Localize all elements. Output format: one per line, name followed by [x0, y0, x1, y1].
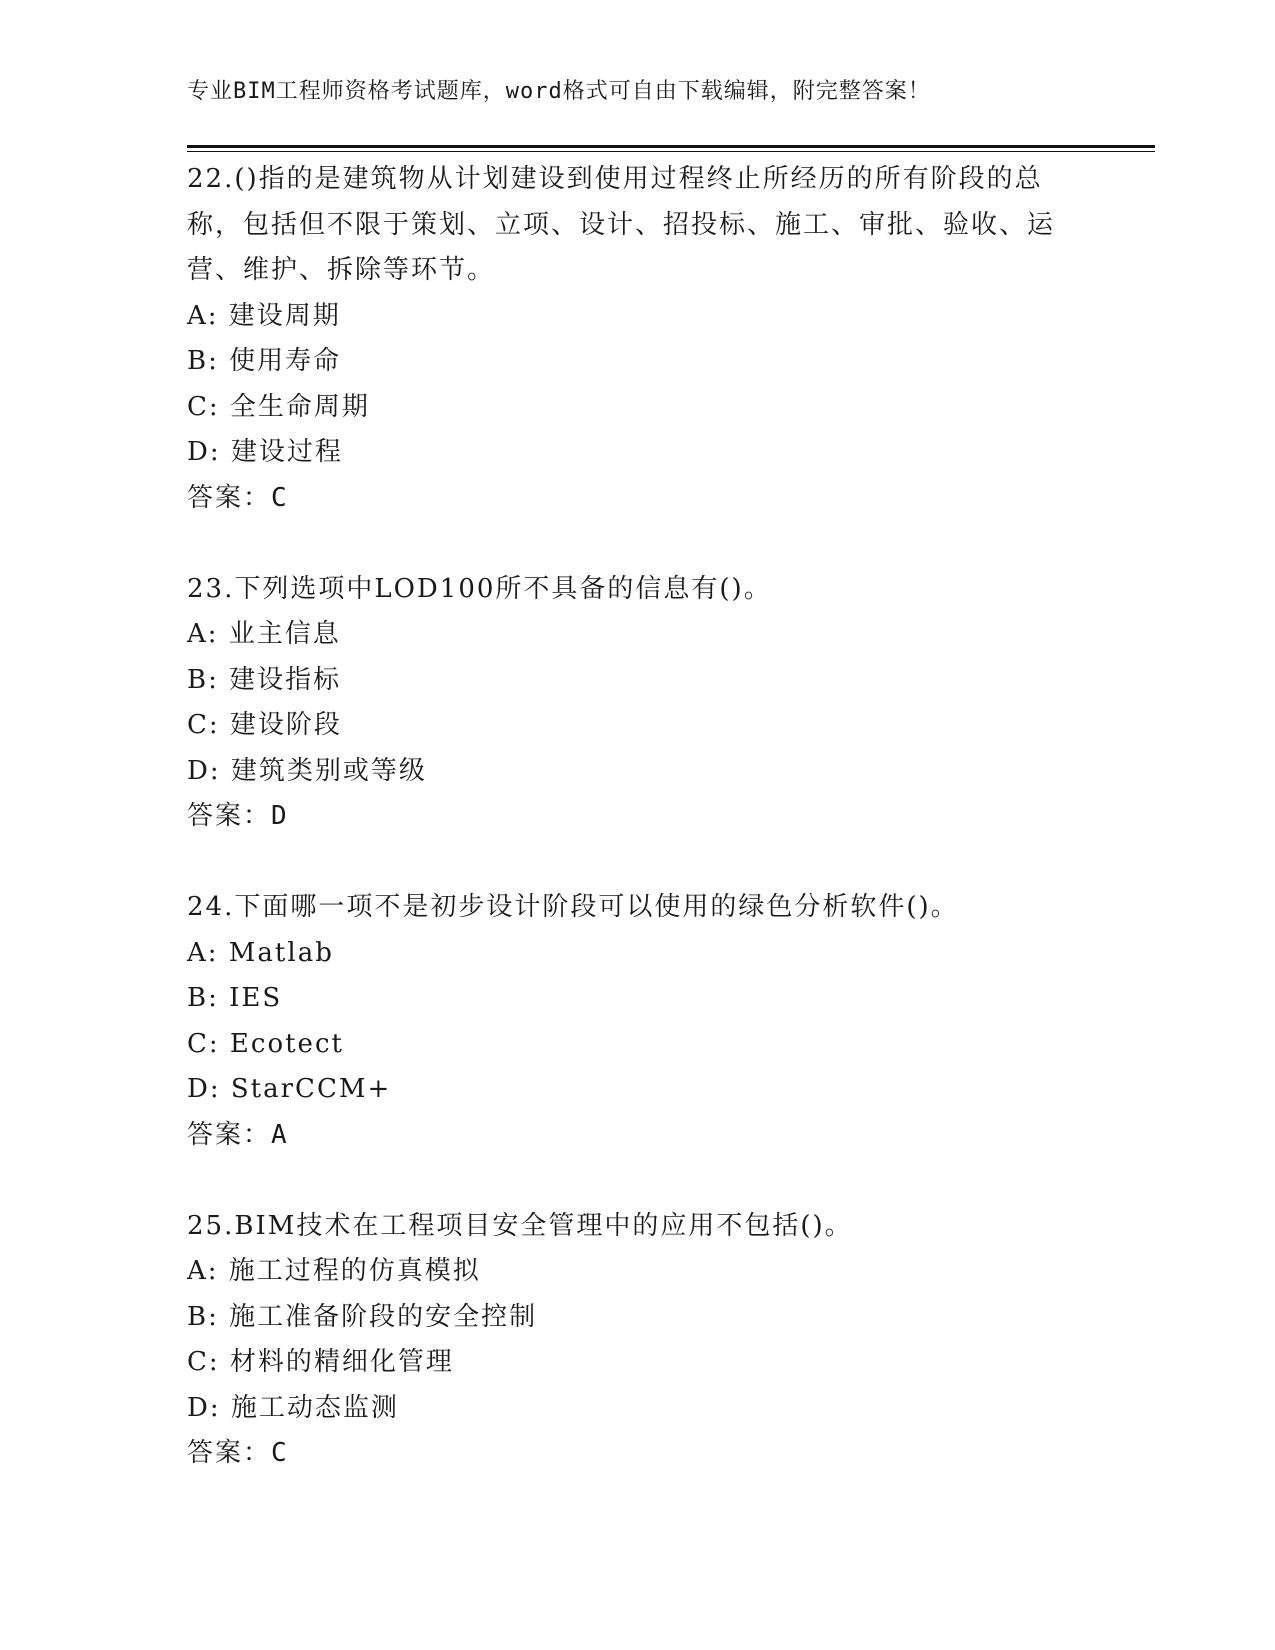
option-d: D: 建筑类别或等级: [187, 755, 427, 786]
page-header: 专业BIM工程师资格考试题库，word格式可自由下载编辑，附完整答案！: [187, 79, 931, 104]
option-a: A: Matlab: [187, 937, 334, 968]
option-d: D: 施工动态监测: [187, 1392, 399, 1423]
answer-line: [187, 794, 1087, 840]
option-b: B: 使用寿命: [187, 346, 342, 376]
question-stem: 22.()指的是建筑物从计划建设到使用过程终止所经历的所有阶段的总称，包括但不限于策划、立项、设计、招投标、施工、审批、验收、运营、维护、拆除等环节。: [187, 164, 1056, 285]
question-stem: 23.下列选项中LOD100所不具备的信息有()。: [187, 573, 772, 604]
question-stem: 25.BIM技术在工程项目安全管理中的应用不包括()。: [187, 1210, 853, 1241]
option-c: C: 全生命周期: [187, 391, 370, 422]
answer-line: [187, 476, 1087, 522]
option-c: C: 建设阶段: [187, 710, 342, 740]
question-stem: 24.下面哪一项不是初步设计阶段可以使用的绿色分析软件()。: [187, 892, 959, 922]
answer-line: [187, 1431, 1087, 1477]
option-c: C: 材料的精细化管理: [187, 1347, 454, 1377]
question-24: [187, 885, 1087, 1158]
answer-value: C: [271, 482, 289, 513]
answer-label: 答案：: [187, 1438, 272, 1468]
option-a: A: 业主信息: [187, 619, 341, 649]
option-b: B: IES: [187, 983, 283, 1013]
answer-value: D: [271, 801, 289, 831]
question-25: [187, 1204, 1087, 1477]
answer-label: 答案：: [187, 801, 272, 831]
header-divider-thin: [187, 151, 1155, 152]
header-divider-thick: [187, 145, 1155, 148]
option-c: C: Ecotect: [187, 1028, 344, 1059]
option-b: B: 建设指标: [187, 664, 342, 695]
option-b: B: 施工准备阶段的安全控制: [187, 1301, 538, 1332]
answer-value: C: [271, 1438, 289, 1468]
option-d: D: 建设过程: [187, 437, 343, 467]
question-22: [187, 157, 1087, 521]
question-23: [187, 567, 1087, 840]
option-a: A: 施工过程的仿真模拟: [187, 1256, 481, 1286]
answer-label: 答案：: [187, 1119, 272, 1150]
answer-label: 答案：: [187, 482, 272, 513]
answer-line: [187, 1113, 1087, 1159]
option-a: A: 建设周期: [187, 300, 341, 331]
question-list: [187, 157, 1087, 1522]
option-d: D: StarCCM+: [187, 1074, 392, 1104]
answer-value: A: [271, 1119, 289, 1150]
